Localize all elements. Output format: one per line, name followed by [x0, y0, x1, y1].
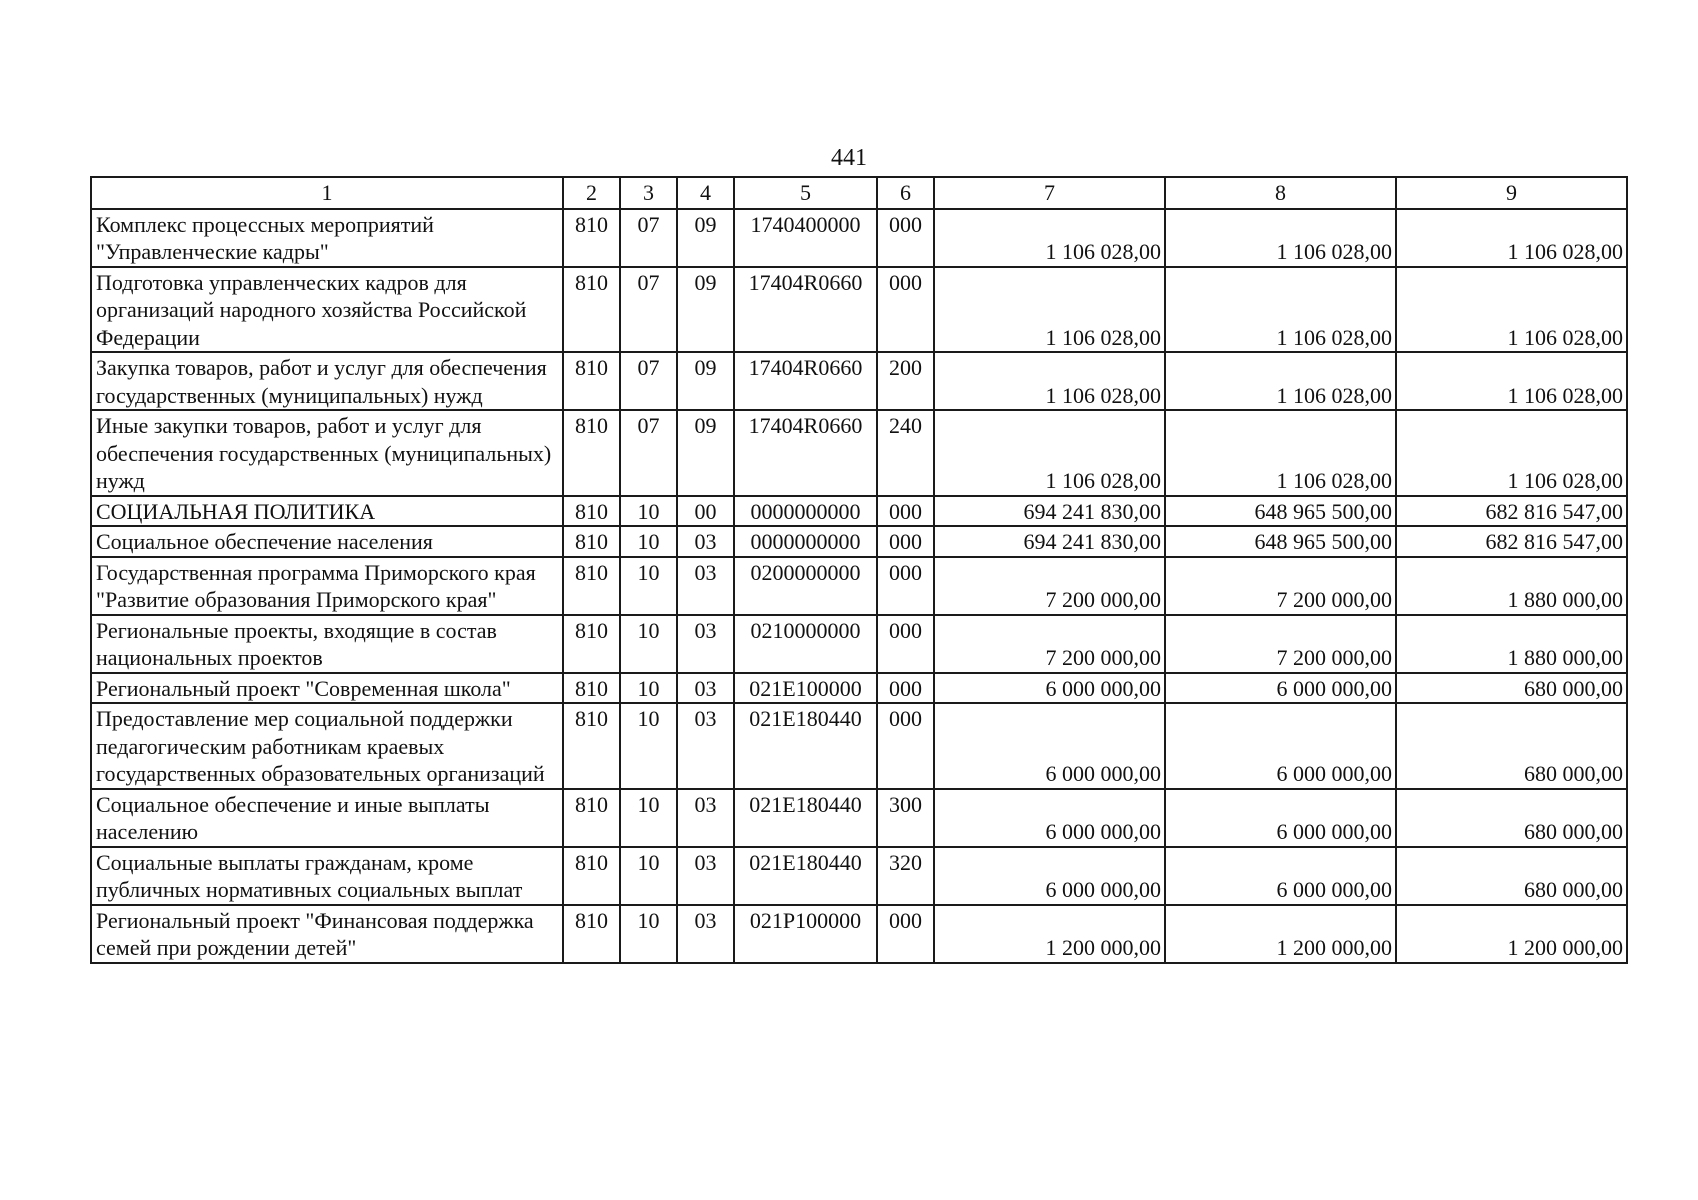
amount-col-9: 1 106 028,00: [1396, 209, 1627, 267]
amount-col-8: 6 000 000,00: [1165, 847, 1396, 905]
section-code: 10: [620, 526, 677, 557]
row-name: Государственная программа Приморского края "Развитие образования Приморского края": [91, 557, 563, 615]
amount-col-9: 1 880 000,00: [1396, 557, 1627, 615]
subsection-code: 03: [677, 557, 734, 615]
subsection-code: 03: [677, 526, 734, 557]
table-row: [91, 410, 1627, 496]
expense-type-code: 200: [877, 352, 934, 410]
amount-col-7: 6 000 000,00: [934, 789, 1165, 847]
column-header: 9: [1396, 177, 1627, 209]
table-row: [91, 789, 1627, 847]
column-header: 1: [91, 177, 563, 209]
amount-col-9: 680 000,00: [1396, 703, 1627, 789]
column-header: 2: [563, 177, 620, 209]
expense-type-code: 000: [877, 267, 934, 353]
row-name: Региональный проект "Современная школа": [91, 673, 563, 704]
expense-type-code: 000: [877, 209, 934, 267]
section-code: 07: [620, 410, 677, 496]
subsection-code: 03: [677, 905, 734, 963]
amount-col-7: 6 000 000,00: [934, 847, 1165, 905]
amount-col-9: 680 000,00: [1396, 847, 1627, 905]
amount-col-9: 1 106 028,00: [1396, 352, 1627, 410]
amount-col-9: 1 880 000,00: [1396, 615, 1627, 673]
table-row: [91, 703, 1627, 789]
row-name: Социальное обеспечение и иные выплаты населению: [91, 789, 563, 847]
subsection-code: 03: [677, 615, 734, 673]
table-row: [91, 209, 1627, 267]
subsection-code: 03: [677, 847, 734, 905]
amount-col-8: 1 106 028,00: [1165, 267, 1396, 353]
ministry-code: 810: [563, 209, 620, 267]
amount-col-7: 1 106 028,00: [934, 267, 1165, 353]
expense-type-code: 000: [877, 703, 934, 789]
amount-col-9: 682 816 547,00: [1396, 526, 1627, 557]
ministry-code: 810: [563, 496, 620, 527]
expense-type-code: 000: [877, 615, 934, 673]
amount-col-8: 7 200 000,00: [1165, 557, 1396, 615]
amount-col-7: 694 241 830,00: [934, 526, 1165, 557]
target-article-code: 17404R0660: [734, 267, 877, 353]
subsection-code: 09: [677, 410, 734, 496]
ministry-code: 810: [563, 267, 620, 353]
row-name: СОЦИАЛЬНАЯ ПОЛИТИКА: [91, 496, 563, 527]
expense-type-code: 300: [877, 789, 934, 847]
amount-col-8: 1 106 028,00: [1165, 352, 1396, 410]
amount-col-8: 648 965 500,00: [1165, 496, 1396, 527]
table-row: [91, 557, 1627, 615]
amount-col-8: 6 000 000,00: [1165, 703, 1396, 789]
amount-col-8: 1 200 000,00: [1165, 905, 1396, 963]
budget-table: [90, 176, 1628, 964]
ministry-code: 810: [563, 905, 620, 963]
amount-col-7: 1 106 028,00: [934, 352, 1165, 410]
target-article-code: 021E180440: [734, 789, 877, 847]
subsection-code: 00: [677, 496, 734, 527]
subsection-code: 09: [677, 267, 734, 353]
table-row: [91, 496, 1627, 527]
section-code: 10: [620, 703, 677, 789]
ministry-code: 810: [563, 410, 620, 496]
expense-type-code: 000: [877, 557, 934, 615]
table-row: [91, 352, 1627, 410]
amount-col-9: 682 816 547,00: [1396, 496, 1627, 527]
column-header: 5: [734, 177, 877, 209]
expense-type-code: 240: [877, 410, 934, 496]
table-row: [91, 267, 1627, 353]
amount-col-9: 1 106 028,00: [1396, 410, 1627, 496]
column-header: 4: [677, 177, 734, 209]
row-name: Региональный проект "Финансовая поддержка семей при рождении детей": [91, 905, 563, 963]
amount-col-7: 1 106 028,00: [934, 209, 1165, 267]
amount-col-9: 680 000,00: [1396, 789, 1627, 847]
ministry-code: 810: [563, 615, 620, 673]
table-row: [91, 905, 1627, 963]
target-article-code: 0000000000: [734, 526, 877, 557]
amount-col-7: 7 200 000,00: [934, 557, 1165, 615]
row-name: Комплекс процессных мероприятий "Управленческие кадры": [91, 209, 563, 267]
section-code: 07: [620, 267, 677, 353]
table-row: [91, 526, 1627, 557]
amount-col-9: 1 106 028,00: [1396, 267, 1627, 353]
target-article-code: 17404R0660: [734, 352, 877, 410]
column-header: 6: [877, 177, 934, 209]
subsection-code: 09: [677, 352, 734, 410]
target-article-code: 021P100000: [734, 905, 877, 963]
amount-col-7: 694 241 830,00: [934, 496, 1165, 527]
subsection-code: 03: [677, 673, 734, 704]
amount-col-8: 1 106 028,00: [1165, 209, 1396, 267]
ministry-code: 810: [563, 789, 620, 847]
section-code: 10: [620, 847, 677, 905]
amount-col-7: 6 000 000,00: [934, 673, 1165, 704]
row-name: Региональные проекты, входящие в состав национальных проектов: [91, 615, 563, 673]
section-code: 10: [620, 673, 677, 704]
subsection-code: 09: [677, 209, 734, 267]
section-code: 07: [620, 352, 677, 410]
ministry-code: 810: [563, 526, 620, 557]
expense-type-code: 000: [877, 673, 934, 704]
amount-col-7: 6 000 000,00: [934, 703, 1165, 789]
table-row: [91, 847, 1627, 905]
ministry-code: 810: [563, 703, 620, 789]
section-code: 10: [620, 496, 677, 527]
amount-col-9: 1 200 000,00: [1396, 905, 1627, 963]
ministry-code: 810: [563, 557, 620, 615]
column-header: 7: [934, 177, 1165, 209]
amount-col-8: 6 000 000,00: [1165, 789, 1396, 847]
table-row: [91, 615, 1627, 673]
subsection-code: 03: [677, 703, 734, 789]
expense-type-code: 000: [877, 526, 934, 557]
amount-col-9: 680 000,00: [1396, 673, 1627, 704]
row-name: Иные закупки товаров, работ и услуг для обеспечения государственных (муниципальных) нужд: [91, 410, 563, 496]
row-name: Социальные выплаты гражданам, кроме публичных нормативных социальных выплат: [91, 847, 563, 905]
target-article-code: 021E100000: [734, 673, 877, 704]
amount-col-7: 7 200 000,00: [934, 615, 1165, 673]
column-header: 3: [620, 177, 677, 209]
column-header: 8: [1165, 177, 1396, 209]
ministry-code: 810: [563, 847, 620, 905]
section-code: 07: [620, 209, 677, 267]
table-body: [91, 209, 1627, 963]
row-name: Социальное обеспечение населения: [91, 526, 563, 557]
row-name: Предоставление мер социальной поддержки педагогическим работникам краевых государственных образовательных организаций: [91, 703, 563, 789]
amount-col-8: 648 965 500,00: [1165, 526, 1396, 557]
target-article-code: 0000000000: [734, 496, 877, 527]
row-name: Закупка товаров, работ и услуг для обеспечения государственных (муниципальных) нужд: [91, 352, 563, 410]
column-number-row: [91, 177, 1627, 209]
ministry-code: 810: [563, 673, 620, 704]
amount-col-7: 1 106 028,00: [934, 410, 1165, 496]
target-article-code: 021E180440: [734, 703, 877, 789]
row-name: Подготовка управленческих кадров для организаций народного хозяйства Российской Федерации: [91, 267, 563, 353]
expense-type-code: 000: [877, 496, 934, 527]
target-article-code: 0200000000: [734, 557, 877, 615]
section-code: 10: [620, 557, 677, 615]
target-article-code: 17404R0660: [734, 410, 877, 496]
page-number: 441: [831, 145, 867, 171]
ministry-code: 810: [563, 352, 620, 410]
expense-type-code: 000: [877, 905, 934, 963]
section-code: 10: [620, 789, 677, 847]
section-code: 10: [620, 615, 677, 673]
amount-col-8: 6 000 000,00: [1165, 673, 1396, 704]
amount-col-7: 1 200 000,00: [934, 905, 1165, 963]
target-article-code: 021E180440: [734, 847, 877, 905]
target-article-code: 0210000000: [734, 615, 877, 673]
target-article-code: 1740400000: [734, 209, 877, 267]
section-code: 10: [620, 905, 677, 963]
subsection-code: 03: [677, 789, 734, 847]
amount-col-8: 1 106 028,00: [1165, 410, 1396, 496]
amount-col-8: 7 200 000,00: [1165, 615, 1396, 673]
expense-type-code: 320: [877, 847, 934, 905]
table-row: [91, 673, 1627, 704]
